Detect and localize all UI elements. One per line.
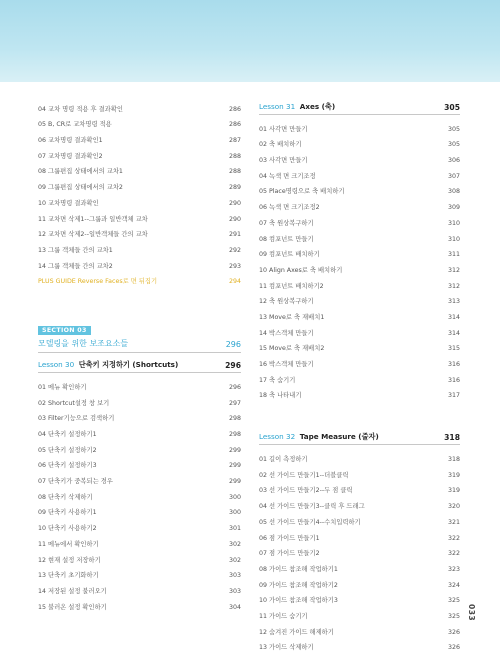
- section-header: [38, 317, 241, 353]
- toc-entry-title: 03 사각면 만들기: [259, 157, 308, 165]
- header-band: [0, 0, 500, 82]
- toc-entry[interactable]: [259, 368, 460, 384]
- toc-entry[interactable]: [38, 375, 241, 391]
- toc-entry[interactable]: [259, 557, 460, 573]
- toc-entry-title: 01 사각면 만들기: [259, 125, 308, 133]
- toc-entry-title: 15 Move로 축 재배치2: [259, 345, 325, 353]
- toc-entry-title: 03 선 가이드 만들기2--두 점 클릭: [259, 487, 353, 495]
- toc-entry[interactable]: [38, 485, 241, 501]
- toc-entry-title: 12 축 원상복구하기: [259, 298, 314, 306]
- toc-entry-page: 311: [447, 251, 460, 259]
- toc-entry-title: 16 박스객체 만들기: [259, 361, 314, 368]
- toc-entry[interactable]: [38, 564, 241, 580]
- toc-entry[interactable]: [259, 305, 460, 321]
- toc-entry-title: 12 숨겨진 가이드 해제하기: [259, 628, 334, 636]
- lesson-30-header[interactable]: [38, 355, 241, 373]
- toc-entry[interactable]: [259, 620, 460, 636]
- toc-entry[interactable]: [259, 290, 460, 306]
- toc-entry-page: 320: [447, 503, 460, 511]
- toc-entry-page: 313: [447, 298, 460, 306]
- toc-entry-title: 12 현재 설정 저장하기: [38, 556, 101, 564]
- toc-entry-title: 04 녹색 면 크기조정: [259, 172, 316, 180]
- toc-entry[interactable]: [259, 227, 460, 243]
- toc-left-column: [38, 97, 241, 611]
- toc-entry-title: 11 메뉴에서 확인하기: [38, 540, 99, 548]
- lesson-32-header[interactable]: [259, 427, 460, 445]
- toc-entry-page: 299: [228, 478, 241, 486]
- toc-entry-page: 289: [228, 184, 241, 192]
- toc-entry-title: 18 축 나타내기: [259, 392, 302, 400]
- toc-entry-page: 321: [447, 518, 460, 526]
- toc-entry-page: 306: [447, 157, 460, 165]
- toc-entry-page: 312: [447, 282, 460, 290]
- toc-entry-title: 06 단축키 설정하기3: [38, 462, 97, 470]
- toc-entry-title: 02 선 가이드 만들기1--더블클릭: [259, 471, 349, 479]
- toc-entry-page: 305: [447, 141, 460, 149]
- toc-entry-page: 303: [228, 587, 241, 595]
- lesson-number: Lesson 30: [38, 360, 75, 370]
- toc-entry-page: 287: [228, 137, 241, 145]
- toc-entry[interactable]: [38, 113, 241, 129]
- toc-entry[interactable]: [259, 352, 460, 368]
- toc-entry[interactable]: [38, 579, 241, 595]
- lesson-page: 296: [225, 361, 241, 371]
- toc-entry-page: 300: [228, 493, 241, 501]
- toc-entry-title: 02 축 배치하기: [259, 141, 302, 149]
- toc-entry-title: 08 컴포넌트 만들기: [259, 235, 314, 243]
- toc-entry-page: 298: [228, 431, 241, 438]
- section-title: 모델링을 위한 보조요소들: [38, 339, 129, 349]
- toc-entry[interactable]: [259, 526, 460, 542]
- toc-entry[interactable]: [259, 180, 460, 196]
- toc-entry[interactable]: [259, 494, 460, 510]
- toc-entry[interactable]: [259, 573, 460, 589]
- toc-entry-title: 07 교차명령 결과확인2: [38, 152, 103, 160]
- toc-entry-page: 304: [228, 603, 241, 611]
- toc-entry-page: 286: [228, 105, 241, 113]
- toc-entry-title: 09 컴포넌트 배치하기: [259, 251, 320, 259]
- lesson-page: 318: [444, 433, 460, 443]
- toc-entry[interactable]: [259, 636, 460, 651]
- toc-entry-page: 325: [447, 612, 460, 620]
- toc-entry-page: 302: [228, 556, 241, 564]
- toc-entry[interactable]: [259, 243, 460, 259]
- toc-entry[interactable]: [259, 384, 460, 400]
- toc-entry-page: 299: [228, 462, 241, 470]
- lesson-31-items: [259, 117, 460, 399]
- toc-entry[interactable]: [259, 447, 460, 463]
- toc-entry[interactable]: [259, 589, 460, 605]
- toc-entry-title: 14 박스객체 만들기: [259, 329, 314, 337]
- toc-entry-page: 293: [228, 262, 241, 270]
- toc-entry-title: 06 점 가이드 만들기1: [259, 534, 320, 542]
- toc-entry-title: 07 단축키가 중복되는 경우: [38, 478, 113, 486]
- toc-plus-guide-row[interactable]: [38, 270, 241, 286]
- toc-entry-title: 04 선 가이드 만들기3--클릭 후 드래그: [259, 503, 365, 511]
- toc-entry-page: 290: [228, 215, 241, 223]
- toc-entry[interactable]: [38, 548, 241, 564]
- section-page: 296: [225, 340, 241, 350]
- toc-entry[interactable]: [259, 258, 460, 274]
- toc-entry[interactable]: [259, 337, 460, 353]
- toc-entry[interactable]: [38, 501, 241, 517]
- toc-entry-page: 292: [228, 246, 241, 254]
- toc-entry-page: 300: [228, 509, 241, 517]
- toc-list-left-top: [38, 97, 241, 270]
- toc-entry-page: 314: [447, 313, 460, 321]
- toc-entry[interactable]: [259, 604, 460, 620]
- toc-entry-page: 303: [228, 572, 241, 580]
- toc-entry[interactable]: [38, 254, 241, 270]
- toc-entry-title: 09 단축키 사용하기1: [38, 509, 97, 517]
- toc-entry-page: 286: [228, 121, 241, 129]
- toc-right-column: [259, 97, 460, 651]
- toc-entry[interactable]: [259, 274, 460, 290]
- lesson-title: Axes (축): [299, 102, 336, 111]
- toc-entry-title: 11 교차면 삭제1--그룹과 일반객체 교차: [38, 215, 148, 223]
- lesson-page: 305: [444, 103, 460, 112]
- toc-entry-page: 291: [228, 231, 241, 239]
- toc-entry[interactable]: [259, 321, 460, 337]
- toc-entry[interactable]: [38, 160, 241, 176]
- toc-entry-title: 05 단축키 설정하기2: [38, 446, 97, 454]
- toc-entry-title: 14 저장된 설정 불러오기: [38, 587, 107, 595]
- lesson-title: 단축키 지정하기 (Shortcuts): [78, 360, 179, 370]
- toc-entry-page: 309: [447, 204, 460, 212]
- toc-entry-page: 308: [447, 188, 460, 196]
- toc-entry-title: 06 교차명령 결과확인1: [38, 137, 103, 145]
- toc-entry-page: 318: [447, 456, 460, 464]
- toc-entry[interactable]: [259, 195, 460, 211]
- toc-entry-page: 296: [228, 383, 241, 391]
- toc-entry[interactable]: [38, 191, 241, 207]
- toc-entry-page: 312: [447, 266, 460, 274]
- toc-entry-page: 307: [447, 172, 460, 180]
- toc-entry-title: 05 Place명령으로 축 배치하기: [259, 188, 345, 196]
- toc-entry[interactable]: [259, 133, 460, 149]
- toc-entry[interactable]: [259, 117, 460, 133]
- toc-entry-page: 324: [447, 581, 460, 589]
- toc-entry-page: 299: [228, 446, 241, 454]
- toc-entry[interactable]: [38, 454, 241, 470]
- toc-entry-title: 08 가이드 참조해 작업하기1: [259, 565, 338, 573]
- toc-entry-page: 317: [447, 392, 460, 400]
- toc-entry[interactable]: [259, 211, 460, 227]
- toc-entry[interactable]: [38, 532, 241, 548]
- toc-entry[interactable]: [259, 463, 460, 479]
- toc-entry[interactable]: [38, 595, 241, 611]
- toc-entry-page: 290: [228, 199, 241, 207]
- toc-entry[interactable]: [38, 207, 241, 223]
- toc-entry-page: 315: [447, 345, 460, 353]
- toc-entry[interactable]: [38, 144, 241, 160]
- toc-entry-title: 17 축 숨기기: [259, 376, 296, 384]
- toc-entry-page: 323: [447, 565, 460, 573]
- toc-entry[interactable]: [38, 175, 241, 191]
- toc-entry-title: 13 가이드 삭제하기: [259, 644, 314, 651]
- toc-entry-title: 04 단축키 설정하기1: [38, 431, 97, 438]
- toc-entry-title: 10 단축키 사용하기2: [38, 525, 97, 533]
- toc-entry-page: 305: [447, 125, 460, 133]
- toc-entry[interactable]: [259, 148, 460, 164]
- toc-entry[interactable]: [259, 510, 460, 526]
- toc-entry-title: 02 Shortcut설정 창 보기: [38, 399, 110, 407]
- toc-entry-page: 310: [447, 219, 460, 227]
- toc-entry-page: 325: [447, 597, 460, 605]
- toc-entry-page: 310: [447, 235, 460, 243]
- toc-entry-page: 294: [228, 278, 241, 286]
- toc-entry-title: 05 B, CR로 교차명령 적용: [38, 121, 112, 129]
- toc-entry-title: 06 녹색 면 크기조정2: [259, 204, 320, 212]
- toc-entry-title: 01 길이 측정하기: [259, 456, 308, 464]
- toc-entry-page: 302: [228, 540, 241, 548]
- toc-entry-title: 04 교차 명령 적용 후 결과확인: [38, 105, 123, 113]
- section-title-row[interactable]: [38, 338, 241, 353]
- toc-entry-title: 10 교차명령 결과확인: [38, 199, 99, 207]
- toc-entry-title: 09 가이드 참조해 작업하기2: [259, 581, 338, 589]
- toc-entry[interactable]: [38, 238, 241, 254]
- toc-entry[interactable]: [38, 391, 241, 407]
- lesson-30-items: [38, 375, 241, 610]
- toc-entry-title: 08 그룹편집 상태에서의 교차1: [38, 168, 123, 176]
- toc-entry-title: 09 그룹편집 상태에서의 교차2: [38, 184, 123, 192]
- toc-entry-title: 05 선 가이드 만들기4--수치입력하기: [259, 518, 361, 526]
- toc-entry-title: 11 컴포넌트 배치하기2: [259, 282, 324, 290]
- page-number: 033: [467, 604, 476, 622]
- toc-entry-title: 07 점 가이드 만들기2: [259, 550, 320, 558]
- toc-entry-page: 316: [447, 361, 460, 368]
- section-badge: SECTION 03: [38, 326, 91, 335]
- toc-entry-page: 326: [447, 628, 460, 636]
- toc-entry-title: PLUS GUIDE Reverse Faces로 면 뒤집기: [38, 278, 158, 286]
- toc-entry-title: 13 그룹 객체들 간의 교차1: [38, 246, 113, 254]
- toc-entry[interactable]: [38, 422, 241, 438]
- toc-entry[interactable]: [38, 438, 241, 454]
- toc-entry-title: 03 Filter기능으로 검색하기: [38, 415, 115, 423]
- toc-entry-title: 12 교차면 삭제2--일반객체들 간의 교차: [38, 231, 148, 239]
- toc-entry[interactable]: [259, 479, 460, 495]
- toc-entry-title: 13 단축키 초기화하기: [38, 572, 99, 580]
- toc-entry-title: 08 단축키 삭제하기: [38, 493, 93, 501]
- toc-entry-page: 319: [447, 471, 460, 479]
- toc-entry[interactable]: [38, 469, 241, 485]
- toc-entry-title: 15 불러온 설정 확인하기: [38, 603, 107, 611]
- lesson-number: Lesson 31: [259, 102, 296, 111]
- toc-entry-title: 14 그룹 객체들 간의 교차2: [38, 262, 113, 270]
- toc-entry[interactable]: [38, 516, 241, 532]
- toc-entry[interactable]: [38, 128, 241, 144]
- toc-entry-page: 298: [228, 415, 241, 423]
- lesson-number: Lesson 32: [259, 432, 296, 442]
- toc-entry-page: 322: [447, 534, 460, 542]
- toc-entry-page: 322: [447, 550, 460, 558]
- toc-entry-page: 314: [447, 329, 460, 337]
- toc-entry-title: 11 가이드 숨기기: [259, 612, 308, 620]
- toc-entry[interactable]: [259, 164, 460, 180]
- toc-entry-page: 319: [447, 487, 460, 495]
- toc-entry-page: 326: [447, 644, 460, 651]
- toc-entry[interactable]: [38, 97, 241, 113]
- toc-entry-title: 01 메뉴 확인하기: [38, 383, 87, 391]
- lesson-31-header[interactable]: [259, 97, 460, 115]
- toc-entry[interactable]: [38, 407, 241, 423]
- toc-entry-page: 288: [228, 152, 241, 160]
- toc-entry-title: 10 가이드 참조해 작업하기3: [259, 597, 338, 605]
- lesson-32-items: [259, 447, 460, 651]
- toc-entry[interactable]: [38, 223, 241, 239]
- toc-entry[interactable]: [259, 542, 460, 558]
- toc-entry-title: 13 Move로 축 재배치1: [259, 313, 325, 321]
- toc-entry-page: 301: [228, 525, 241, 533]
- toc-entry-page: 316: [447, 376, 460, 384]
- lesson-title: Tape Measure (줄자): [299, 432, 379, 442]
- toc-entry-title: 10 Align Axes로 축 배치하기: [259, 266, 343, 274]
- toc-entry-page: 297: [228, 399, 241, 407]
- toc-entry-page: 288: [228, 168, 241, 176]
- toc-entry-title: 07 축 원상복구하기: [259, 219, 314, 227]
